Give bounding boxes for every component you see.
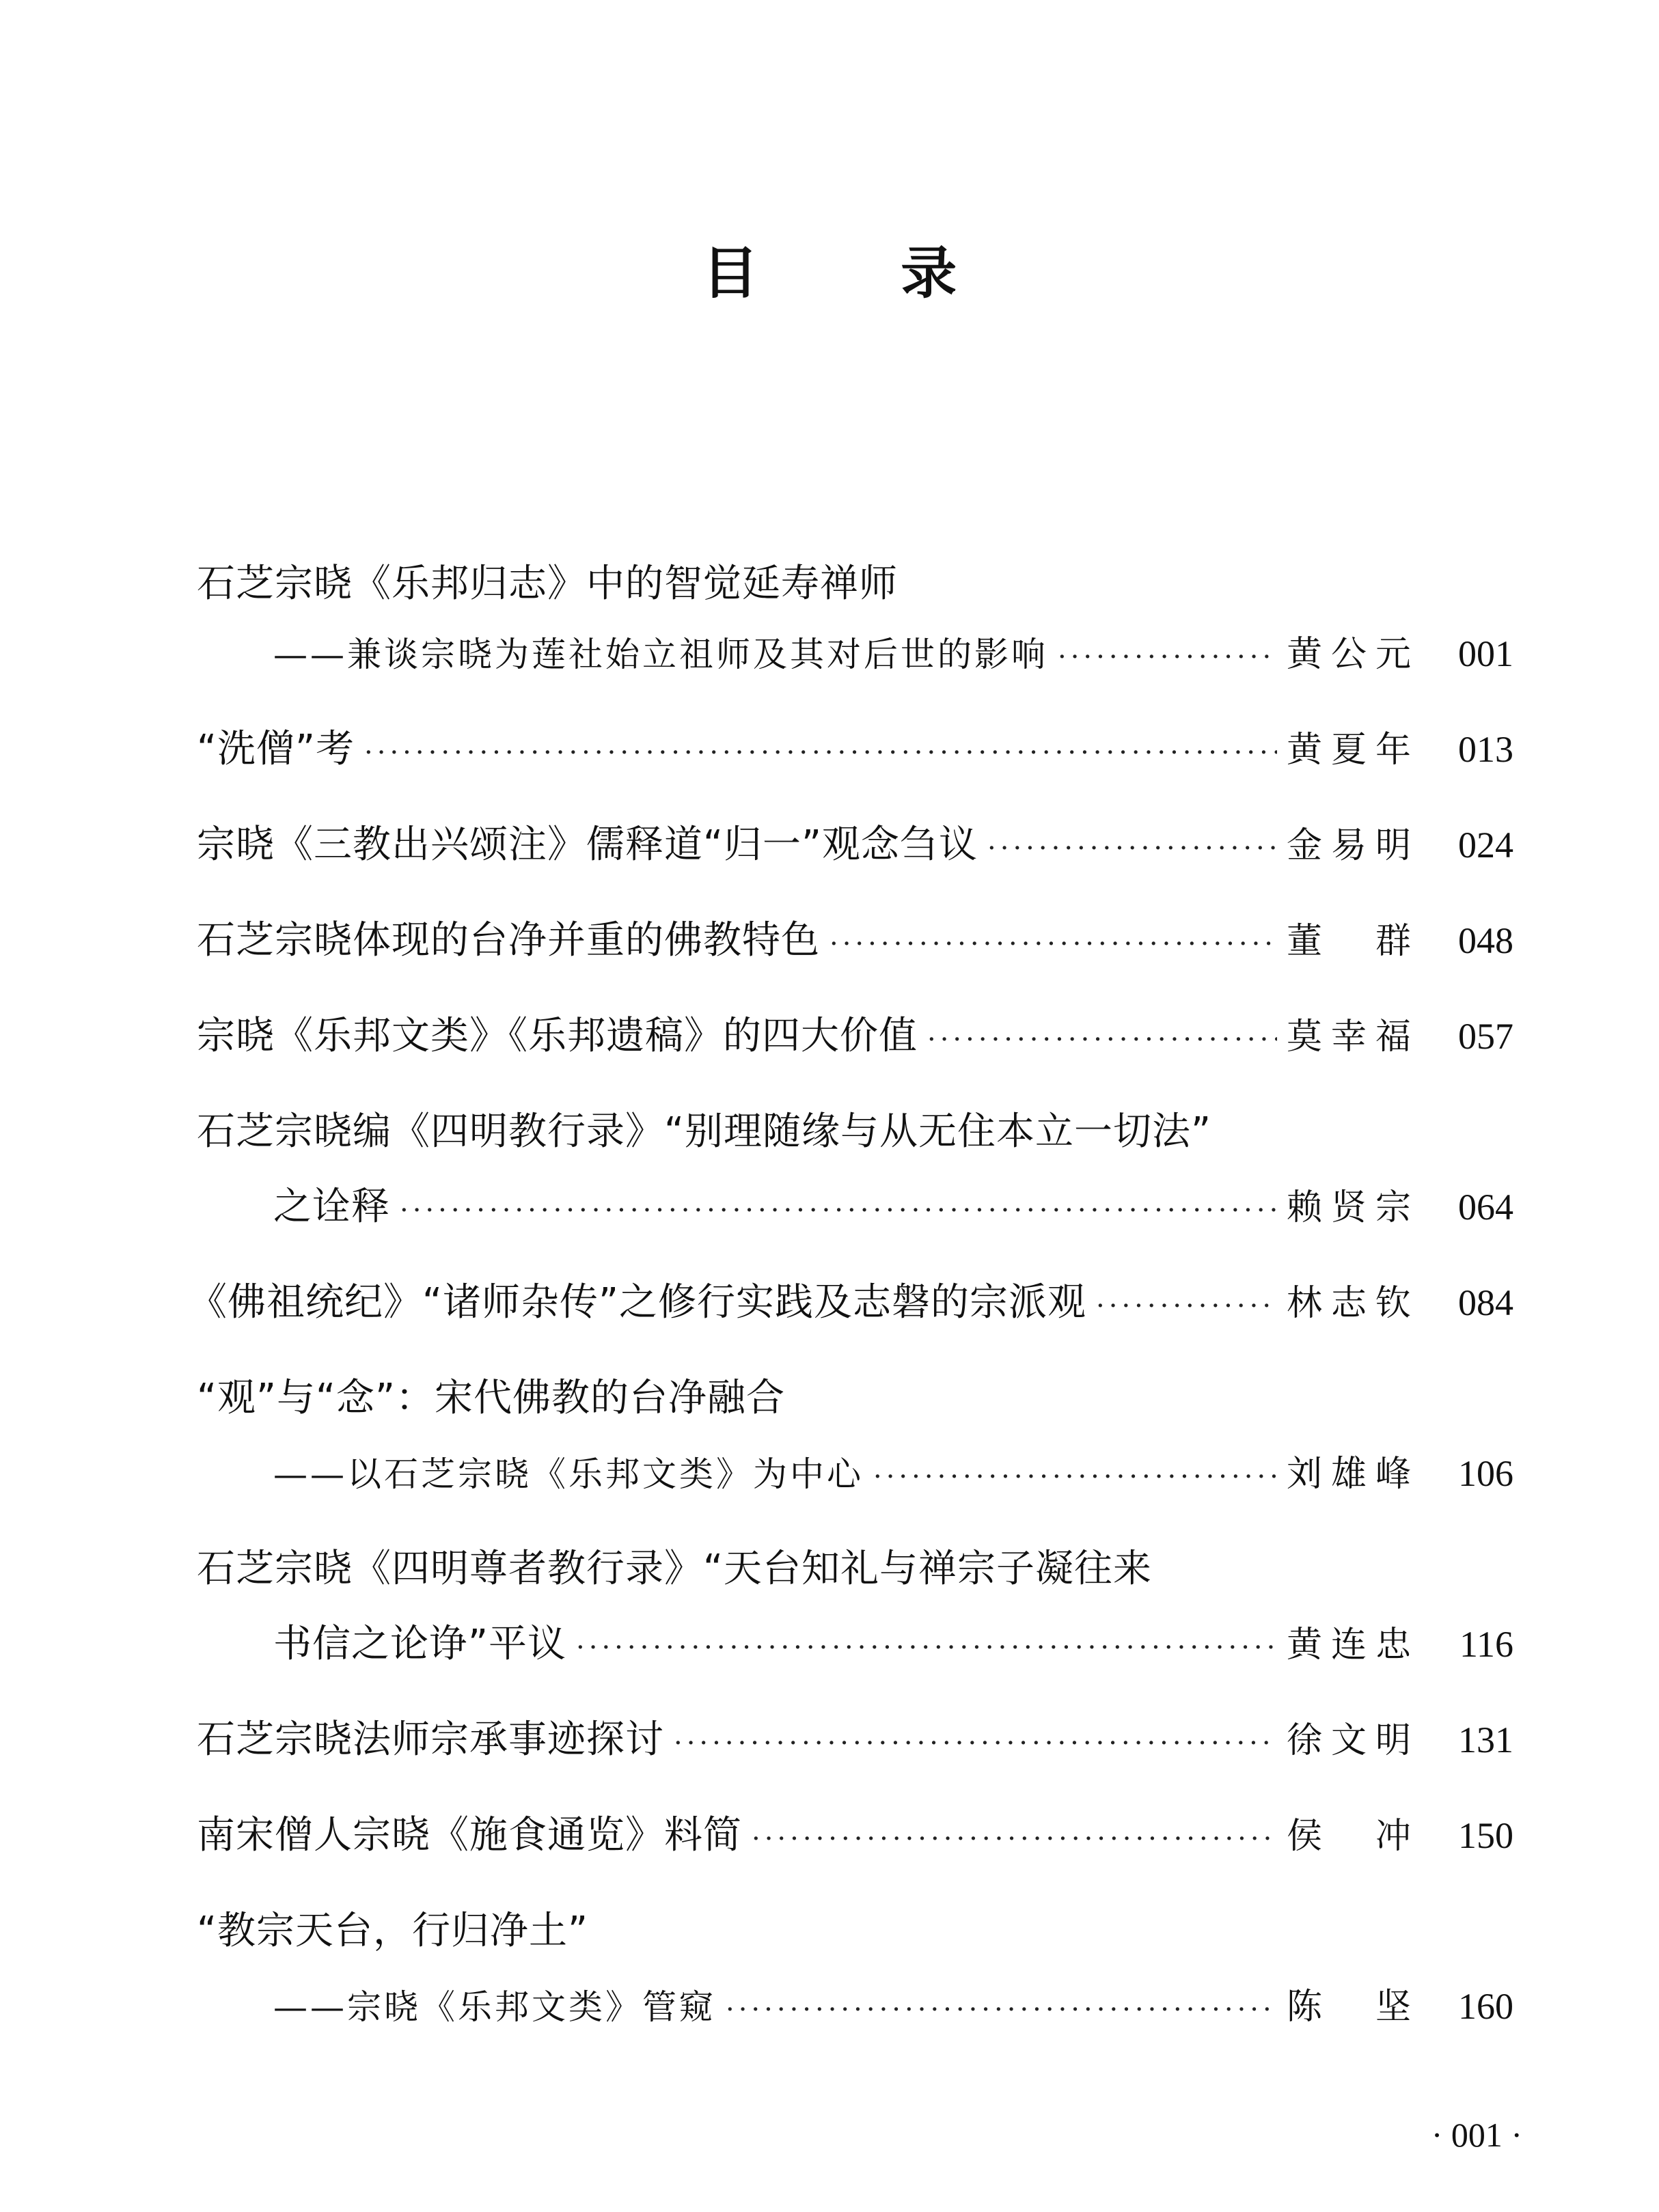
toc-entry-8-title: “观”与“念”：宋代佛教的台净融合 [197,1376,786,1420]
page-folio: · 001 · [1431,2116,1522,2154]
toc-entry-6-page: 064 [1458,1187,1513,1228]
toc-entry-8-page: 106 [1458,1453,1513,1494]
toc-entry-6-author: 赖贤宗 [1287,1187,1416,1228]
toc-entry-11[interactable] [197,1808,1513,1863]
toc-entry-8[interactable] [273,1446,1513,1501]
toc-entry-12-page: 160 [1458,1986,1513,2027]
toc-entry-9-title: 石芝宗晓《四明尊者教行录》“天台知礼与禅宗子凝往来 [197,1547,1153,1591]
toc-entry-9-author: 黄连忠 [1287,1625,1416,1665]
dot-leader [752,1812,1277,1866]
toc-entry-3-author: 金易明 [1287,825,1416,866]
dot-leader [726,1982,1277,2037]
toc-entry-3[interactable] [197,818,1513,872]
toc-entry-7-page: 084 [1458,1282,1513,1323]
toc-entry-10-page: 131 [1458,1719,1513,1760]
dot-leader [873,1450,1277,1504]
dot-leader [987,821,1277,876]
toc-entry-5[interactable] [197,1009,1513,1064]
toc-entry-6-continuation: 之诠释 [273,1185,390,1229]
toc-entry-6-title: 石芝宗晓编《四明教行录》“别理随缘与从无住本立一切法” [197,1109,1212,1154]
toc-entry-3-page: 024 [1458,825,1513,866]
dot-leader [400,1183,1277,1238]
dot-leader [674,1716,1277,1771]
toc-entry-2-author: 黄夏年 [1287,730,1416,771]
toc-entry-1-page: 001 [1458,633,1513,674]
dot-leader [364,725,1277,780]
toc-entry-1-subtitle: ——兼谈宗晓为莲社始立祖师及其对后世的影响 [273,635,1048,674]
toc-entry-8-subtitle: ——以石芝宗晓《乐邦文类》为中心 [273,1454,864,1494]
toc-entry-12-title: “教宗天台，行归净土” [197,1909,589,1953]
toc-entry-6[interactable] [273,1180,1513,1234]
toc-entry-2[interactable] [197,722,1513,777]
toc-entry-3-title: 宗晓《三教出兴颂注》儒释道“归一”观念刍议 [197,822,978,867]
toc-entry-11-author: 侯 冲 [1287,1816,1416,1857]
toc-entry-12[interactable] [273,1979,1513,2034]
toc-entry-2-page: 013 [1458,729,1513,770]
toc-entry-7[interactable] [189,1275,1513,1330]
toc-entry-9-page: 116 [1459,1624,1513,1665]
page-title: 目 录 [702,240,1019,306]
toc-entry-12-subtitle: ——宗晓《乐邦文类》管窥 [273,1987,716,2027]
toc-entry-1-author: 黄公元 [1287,634,1416,675]
toc-entry-9-continuation: 书信之论诤”平议 [273,1622,567,1666]
toc-entry-2-title: “洗僧”考 [197,727,355,771]
toc-entry-11-title: 南宋僧人宗晓《施食通览》料简 [197,1813,742,1857]
toc-entry-1[interactable] [273,626,1513,681]
toc-entry-5-title: 宗晓《乐邦文类》《乐邦遗稿》的四大价值 [197,1014,918,1058]
toc-entry-5-author: 莫幸福 [1287,1017,1416,1057]
toc-entry-9[interactable] [273,1617,1513,1672]
dot-leader [576,1620,1277,1675]
toc-entry-5-page: 057 [1458,1016,1513,1057]
dot-leader [830,917,1277,971]
toc-entry-10[interactable] [197,1713,1513,1767]
toc-entry-7-title: 《佛祖统纪》“诸师杂传”之修行实践及志磐的宗派观 [189,1280,1087,1325]
dot-leader [927,1012,1277,1067]
toc-entry-7-author: 林志钦 [1287,1283,1416,1324]
dot-leader [1058,630,1277,685]
toc-entry-11-page: 150 [1458,1815,1513,1856]
toc-entry-4-title: 石芝宗晓体现的台净并重的佛教特色 [197,918,820,963]
toc-entry-12-author: 陈 坚 [1287,1987,1416,2028]
dot-leader [1096,1279,1277,1333]
toc-entry-4[interactable] [197,913,1513,968]
toc-entry-4-author: 董 群 [1287,921,1416,962]
toc-entry-1-title: 石芝宗晓《乐邦归志》中的智觉延寿禅师 [197,562,898,606]
toc-entry-8-author: 刘雄峰 [1287,1454,1416,1495]
toc-entry-10-author: 徐文明 [1287,1720,1416,1761]
toc-entry-10-title: 石芝宗晓法师宗承事迹探讨 [197,1717,664,1762]
toc-entry-4-page: 048 [1458,920,1513,961]
